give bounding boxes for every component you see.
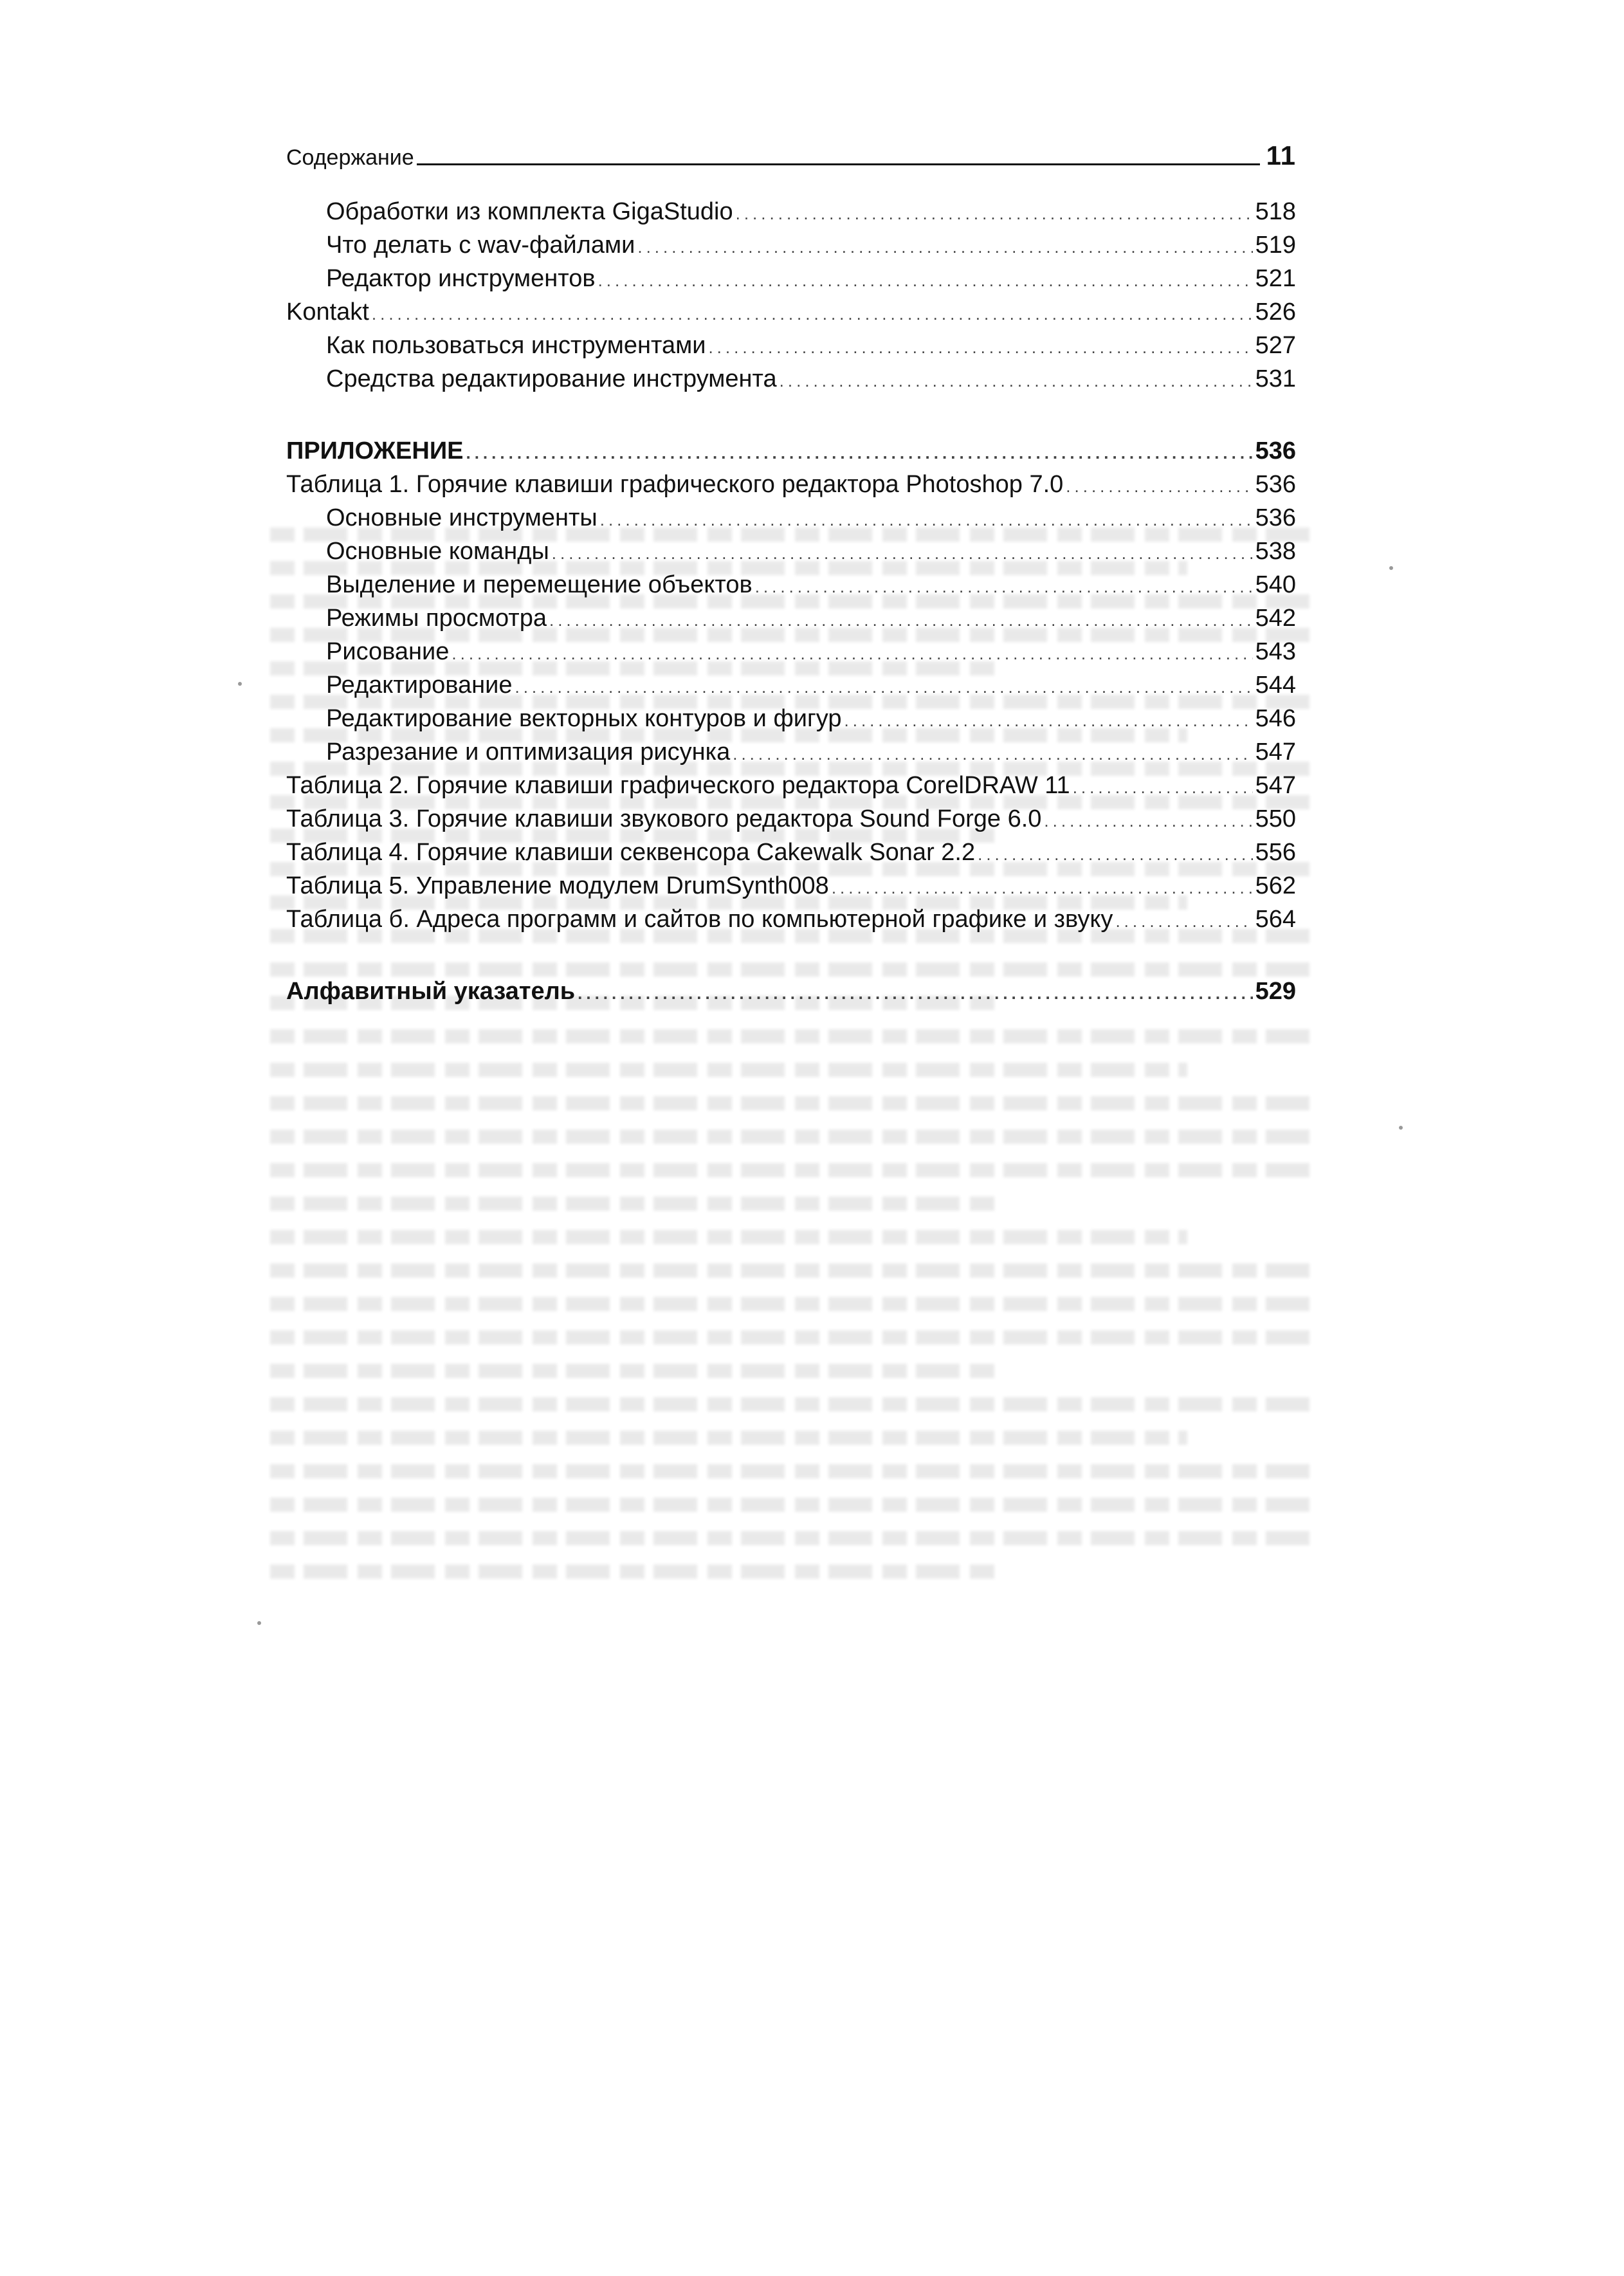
toc-entry-label: Редактирование (326, 672, 513, 699)
toc-entry (286, 904, 1296, 937)
toc-section-label: Алфавитный указатель (286, 978, 576, 1005)
toc-entry-page: 543 (1255, 638, 1296, 665)
toc-section-index (286, 976, 1296, 1009)
toc-entry-page: 538 (1255, 538, 1296, 565)
toc-entry (286, 870, 1296, 904)
toc-section-page: 529 (1255, 978, 1296, 1005)
toc-leader-dots (452, 638, 1252, 670)
toc-leader-dots (552, 538, 1253, 569)
toc-section-page: 536 (1255, 437, 1296, 464)
toc-leader-dots (515, 672, 1252, 703)
toc-leader-dots (637, 232, 1252, 263)
toc-entry-page: 518 (1255, 198, 1296, 225)
toc-entry (286, 636, 1296, 670)
toc-entry-page: 547 (1255, 772, 1296, 799)
toc-entry (286, 770, 1296, 803)
toc-leader-dots (755, 571, 1253, 603)
header-rule (417, 163, 1260, 165)
toc-entry (286, 569, 1296, 603)
toc-entry (286, 330, 1296, 363)
toc-entry-label: Режимы просмотра (326, 605, 547, 632)
scan-speck (1389, 566, 1393, 570)
toc-entry-page: 526 (1255, 298, 1296, 326)
toc-leader-dots (844, 705, 1253, 737)
toc-leader-dots (578, 978, 1252, 1009)
toc-entry-label: Средства редактирование инструмента (326, 365, 777, 392)
toc-entry (286, 670, 1296, 703)
toc-entry-label: Редактор инструментов (326, 265, 596, 292)
toc-leader-dots (780, 365, 1253, 397)
toc-entry-page: 564 (1255, 906, 1296, 933)
toc-entry-page: 547 (1255, 739, 1296, 766)
toc-entry-label: Таблица 4. Горячие клавиши секвенсора Cakewalk Sonar 2.2 (286, 839, 976, 866)
toc-entry-label: Таблица 5. Управление модулем DrumSynth008 (286, 872, 829, 899)
header-page-number: 11 (1266, 140, 1296, 170)
toc-entry-label: Обработки из комплекта GigaStudio (326, 198, 733, 225)
toc-leader-dots (1066, 471, 1252, 502)
toc-entry-page: 519 (1255, 232, 1296, 259)
toc-leader-dots (600, 504, 1253, 536)
toc-leader-dots (708, 332, 1252, 363)
header-title: Содержание (286, 145, 414, 170)
toc-entry-page: 521 (1255, 265, 1296, 292)
toc-leader-dots (1115, 906, 1252, 937)
scan-speck (238, 682, 242, 686)
toc-entry-label: Как пользоваться инструментами (326, 332, 706, 359)
toc-entry-page: 550 (1255, 805, 1296, 832)
toc-leader-dots (372, 298, 1253, 330)
toc-leader-dots (978, 839, 1252, 870)
toc-entry (286, 230, 1296, 263)
toc-entry-page: 542 (1255, 605, 1296, 632)
toc-leader-dots (733, 739, 1252, 770)
toc-entry (286, 603, 1296, 636)
toc-leader-dots (549, 605, 1253, 636)
toc-entry-label: Разрезание и оптимизация рисунка (326, 739, 731, 766)
toc-entry-page: 556 (1255, 839, 1296, 866)
toc-entry (286, 363, 1296, 397)
toc-entry-label: Что делать с wav-файлами (326, 232, 635, 259)
toc-entry (286, 469, 1296, 502)
toc-entry-label: Kontakt (286, 298, 369, 326)
toc-entry-page: 527 (1255, 332, 1296, 359)
toc-leader-dots (832, 872, 1253, 904)
toc-entry (286, 297, 1296, 330)
toc-entry (286, 803, 1296, 837)
toc-leader-dots (1073, 772, 1253, 803)
toc-entry-label: Основные инструменты (326, 504, 598, 531)
toc-entry-label: Основные команды (326, 538, 549, 565)
toc-entry-label: Таблица 1. Горячие клавиши графического редактора Photoshop 7.0 (286, 471, 1064, 498)
toc-entry-label: Таблица 2. Горячие клавиши графического редактора CorelDRAW 11 (286, 772, 1070, 799)
scan-speck (1399, 1126, 1403, 1130)
toc-section-appendix (286, 436, 1296, 469)
toc-entry-label: Рисование (326, 638, 450, 665)
toc-entry-page: 540 (1255, 571, 1296, 598)
toc-entry-label: Выделение и перемещение объектов (326, 571, 753, 598)
toc-entry-page: 546 (1255, 705, 1296, 732)
toc-entry (286, 703, 1296, 737)
toc-leader-dots (466, 437, 1252, 469)
toc-entry (286, 502, 1296, 536)
toc-entry-page: 536 (1255, 471, 1296, 498)
toc-leader-dots (1044, 805, 1252, 837)
toc-entry (286, 837, 1296, 870)
toc-section-label: ПРИЛОЖЕНИЕ (286, 437, 464, 464)
toc-leader-dots (598, 265, 1253, 297)
toc-entry (286, 536, 1296, 569)
toc-entry (286, 737, 1296, 770)
toc-entry-page: 562 (1255, 872, 1296, 899)
toc-entry-label: Таблица б. Адреса программ и сайтов по компьютерной графике и звуку (286, 906, 1113, 933)
table-of-contents (286, 196, 1296, 1009)
toc-entry-label: Таблица 3. Горячие клавиши звукового редактора Sound Forge 6.0 (286, 805, 1042, 832)
toc-entry-label: Редактирование векторных контуров и фигур (326, 705, 842, 732)
toc-entry (286, 196, 1296, 230)
toc-entry-page: 544 (1255, 672, 1296, 699)
scan-speck (257, 1621, 261, 1625)
toc-entry (286, 263, 1296, 297)
toc-entry-page: 536 (1255, 504, 1296, 531)
running-header (286, 132, 1296, 170)
toc-entry-page: 531 (1255, 365, 1296, 392)
toc-leader-dots (736, 198, 1253, 230)
